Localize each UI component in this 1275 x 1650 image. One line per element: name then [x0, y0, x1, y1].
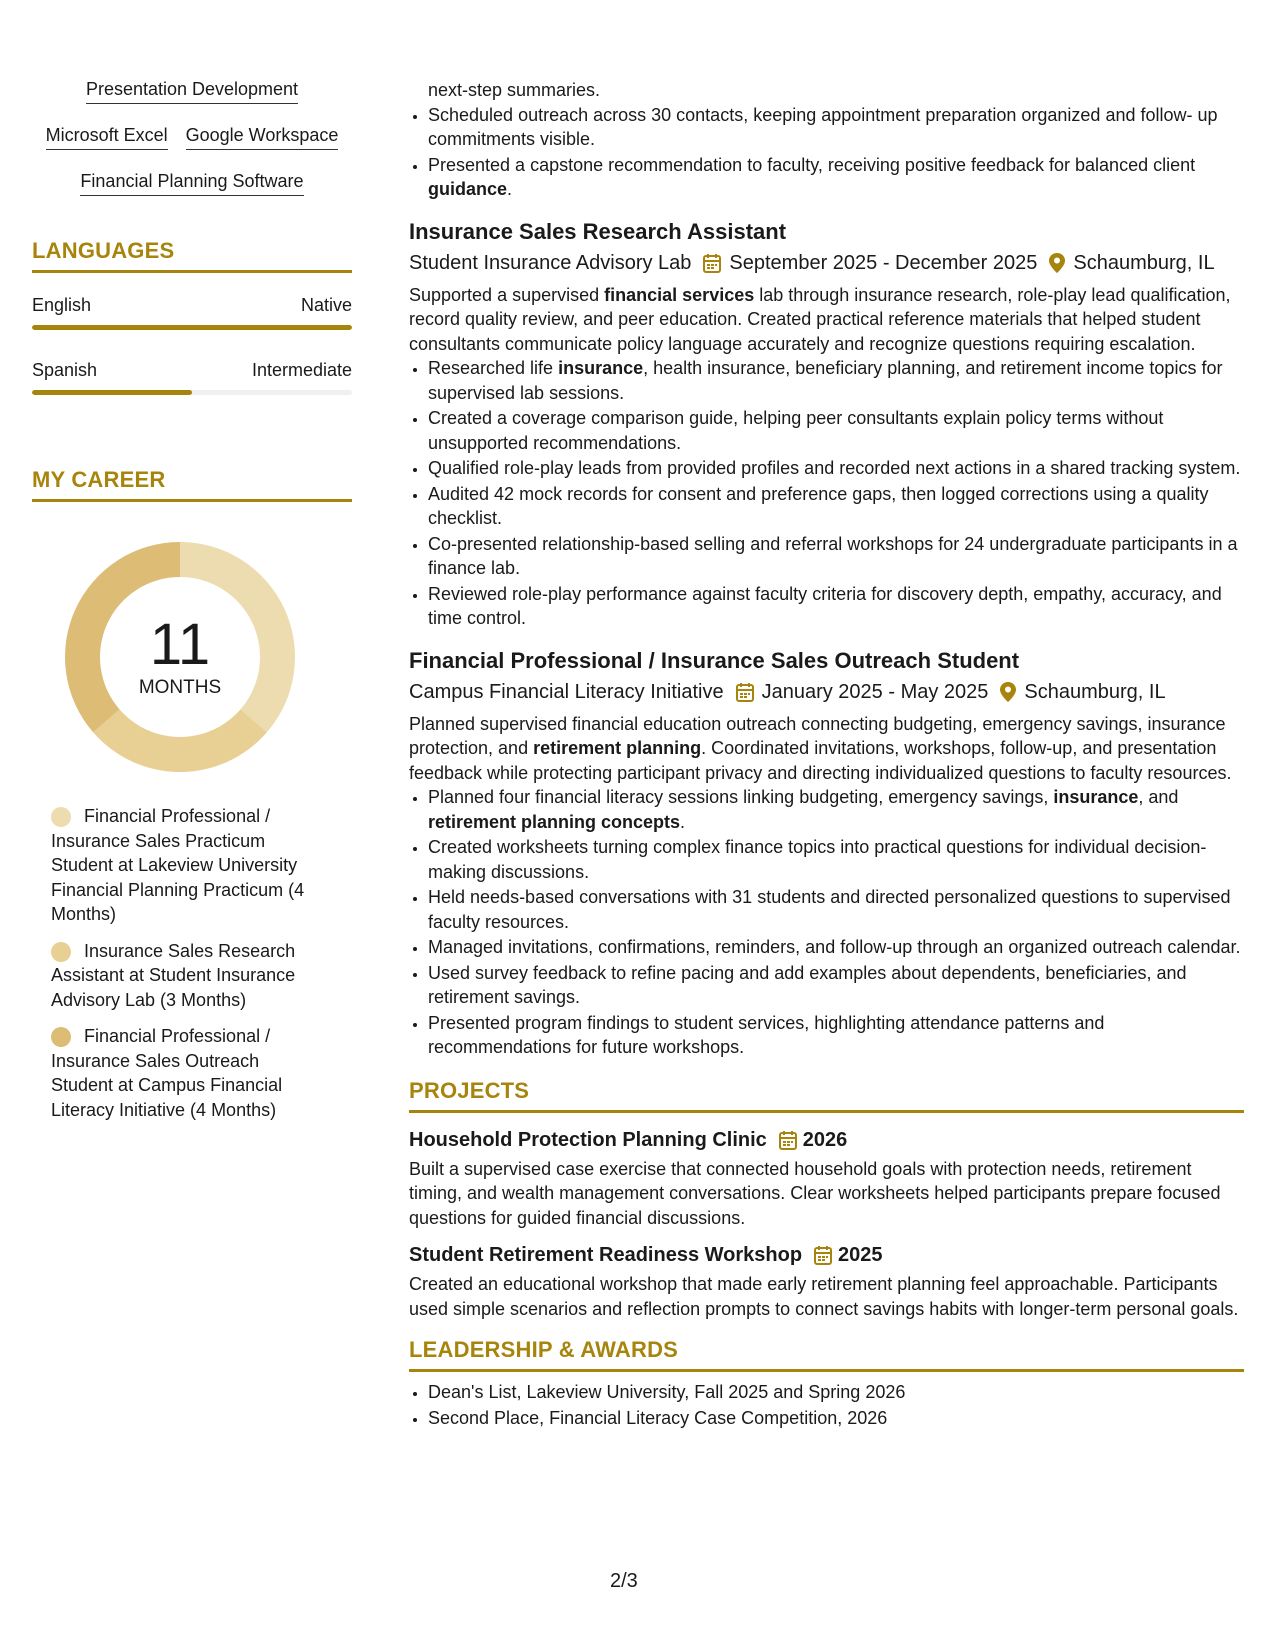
bullet-item [428, 153, 1244, 202]
summary-text: lab through insurance research, role-play lead qualification, record quality review, and peer education. Created practical reference materials that helped student consultants communicate policy language accurately and recognize questions requiring escalation. [409, 284, 1231, 354]
calendar-icon [814, 1245, 832, 1265]
job-bullets [409, 785, 1244, 1060]
bullet-item: • Presented program findings to student services, highlighting attendance patterns and recommendations for future workshops. [428, 1011, 1244, 1060]
job-organization: Student Insurance Advisory Lab [409, 251, 692, 274]
previous-job-bullets [409, 103, 1244, 202]
calendar-icon [703, 253, 721, 273]
section-title-career: MY CAREER [32, 467, 166, 492]
language-level: Native [300, 295, 352, 315]
language-name: English [32, 295, 92, 315]
summary-bold-text: financial services [604, 284, 755, 305]
career-legend-label: Insurance Sales Research Assistant at Student Insurance Advisory Lab (3 Months) [51, 940, 296, 1010]
section-title-languages: LANGUAGES [32, 238, 175, 263]
job-summary [409, 712, 1244, 786]
language-level: Intermediate [251, 360, 352, 380]
bullet-bold-text: guidance [428, 179, 508, 199]
job-bullets [409, 356, 1244, 631]
project-year: 2025 [838, 1244, 883, 1266]
bullet-item: • Managed invitations, confirmations, reminders, and follow-up through an organized outreach calendar. [428, 935, 1244, 960]
section-divider [409, 1110, 1244, 1113]
bullet-item: • Held needs-based conversations with 31 students and directed personalized questions to supervised faculty resources. [428, 885, 1244, 934]
section-divider [32, 499, 352, 502]
skill-tag: Microsoft Excel [46, 124, 168, 150]
bullet-bold-text: insurance [1053, 787, 1139, 807]
bullet-text: , and [1138, 787, 1179, 807]
legend-dot [51, 807, 71, 827]
career-legend [51, 804, 352, 1122]
bullet-item: • Created worksheets turning complex finance topics into practical questions for individual decision-making discussions. [428, 835, 1244, 884]
summary-text: Planned supervised financial education outreach connecting budgeting, emergency savings, insurance protection, and [409, 713, 1226, 758]
bullet-item: • Used survey feedback to refine pacing and add examples about dependents, beneficiaries, and retirement savings. [428, 961, 1244, 1010]
bullet-item: • Created a coverage comparison guide, helping peer consultants explain policy terms without unsupported recommendations. [428, 406, 1244, 455]
skill-tag: Google Workspace [186, 124, 339, 150]
career-legend-item [51, 804, 326, 927]
legend-dot [51, 942, 71, 962]
skills-list [32, 78, 352, 196]
language-proficiency-bar [32, 390, 352, 395]
project-description: Built a supervised case exercise that connected household goals with protection needs, retirement timing, and wealth management conversations. Clear worksheets helped participants prepare focused questions for guided financial discussions. [409, 1158, 1221, 1228]
language-name: Spanish [32, 360, 98, 380]
career-legend-label: Financial Professional / Insurance Sales Practicum Student at Lakeview University Financial Planning Practicum (4 Months) [51, 806, 305, 924]
job-dates: January 2025 - May 2025 [761, 680, 989, 703]
location-pin-icon [1000, 682, 1016, 702]
bullet-text: up commitments visible. [428, 104, 1218, 149]
languages-section [32, 238, 352, 395]
location-pin-icon [1049, 253, 1065, 273]
job-meta [409, 679, 1244, 705]
language-item [32, 295, 352, 330]
job-location: Schaumburg, IL [1073, 251, 1215, 274]
job-title: Financial Professional / Insurance Sales Outreach Student [409, 647, 1020, 673]
main-content [409, 78, 1244, 1431]
bullet-bold-text: insurance [558, 358, 644, 378]
project-description: Created an educational workshop that made early retirement planning feel approachable. Participants used simple scenarios and reflection prompts to connect savings habits with longer-term personal goals. [409, 1274, 1239, 1319]
bullet-item: • Audited 42 mock records for consent and preference gaps, then logged corrections using a quality checklist. [428, 482, 1244, 531]
bullet-bold-text: retirement planning concepts [428, 811, 681, 832]
sidebar [32, 78, 352, 1134]
section-divider [409, 1369, 1244, 1372]
section-title-projects: PROJECTS [409, 1077, 530, 1103]
career-section [32, 467, 352, 1122]
bullet-text: , health insurance, beneficiary planning, and retirement income topics for supervised lab sessions. [428, 358, 1223, 403]
awards-list [409, 1380, 1244, 1430]
career-legend-item [51, 939, 326, 1013]
summary-text: Supported a supervised [409, 284, 605, 305]
language-proficiency-fill [32, 325, 352, 330]
career-donut-chart [65, 542, 295, 772]
projects-section [409, 1078, 1244, 1322]
language-item [32, 360, 352, 395]
calendar-icon [779, 1130, 797, 1150]
project-entry [409, 1127, 1244, 1231]
job-organization: Campus Financial Literacy Initiative [409, 680, 724, 703]
bullet-text: . [507, 179, 513, 199]
career-legend-label: Financial Professional / Insurance Sales Outreach Student at Campus Financial Literacy Initiative (4 Months) [51, 1026, 283, 1120]
project-entry [409, 1242, 1244, 1321]
section-divider [32, 270, 352, 273]
skill-tag: Presentation Development [86, 78, 298, 104]
award-item: • Dean's List, Lakeview University, Fall 2025 and Spring 2026 [428, 1380, 1244, 1405]
job-location: Schaumburg, IL [1024, 680, 1166, 703]
bullet-text: Scheduled outreach across 30 contacts, keeping appointment preparation organized and follow- [428, 104, 1193, 125]
award-item: • Second Place, Financial Literacy Case Competition, 2026 [428, 1406, 1244, 1431]
bullet-text: Planned four financial literacy sessions linking budgeting, emergency savings, [428, 787, 1054, 807]
bullet-item: • Qualified role-play leads from provided profiles and recorded next actions in a shared tracking system. [428, 456, 1244, 481]
bullet-item: • Co-presented relationship-based selling and referral workshops for 24 undergraduate participants in a finance lab. [428, 532, 1244, 581]
bullet-item [428, 356, 1244, 405]
job-meta [409, 250, 1244, 276]
job-summary [409, 283, 1244, 357]
previous-job-continuation: next-step summaries. [428, 80, 601, 100]
bullet-item [428, 103, 1244, 152]
project-name: Student Retirement Readiness Workshop [409, 1244, 803, 1266]
project-name: Household Protection Planning Clinic [409, 1128, 767, 1151]
skill-tag: Financial Planning Software [80, 170, 303, 196]
language-proficiency-fill [32, 390, 192, 395]
page-number: 2/3 [610, 1570, 638, 1592]
bullet-text: Researched life [428, 358, 559, 378]
summary-text: . Coordinated invitations, workshops, follow-up, and presentation feedback while protecting participant privacy and directing individualized questions to faculty resources. [409, 738, 1232, 783]
career-legend-item [51, 1024, 326, 1122]
section-title-awards: LEADERSHIP & AWARDS [409, 1337, 679, 1362]
experience-entry [409, 218, 1244, 631]
job-title: Insurance Sales Research Assistant [409, 218, 787, 244]
bullet-item: • Reviewed role-play performance against faculty criteria for discovery depth, empathy, accuracy, and time control. [428, 582, 1244, 631]
career-total-unit: MONTHS [138, 677, 222, 698]
job-dates: September 2025 - December 2025 [729, 251, 1038, 274]
legend-dot [51, 1027, 71, 1047]
career-total-months: 11 [149, 612, 211, 677]
language-proficiency-bar [32, 325, 352, 330]
summary-bold-text: retirement planning [533, 738, 702, 758]
project-year: 2026 [802, 1128, 848, 1151]
experience-entry [409, 647, 1244, 1060]
awards-section [409, 1337, 1244, 1430]
calendar-icon [736, 682, 754, 702]
bullet-text: . [680, 811, 686, 832]
bullet-text: Presented a capstone recommendation to faculty, receiving positive feedback for balanced client [428, 154, 1196, 175]
bullet-item [428, 785, 1244, 834]
